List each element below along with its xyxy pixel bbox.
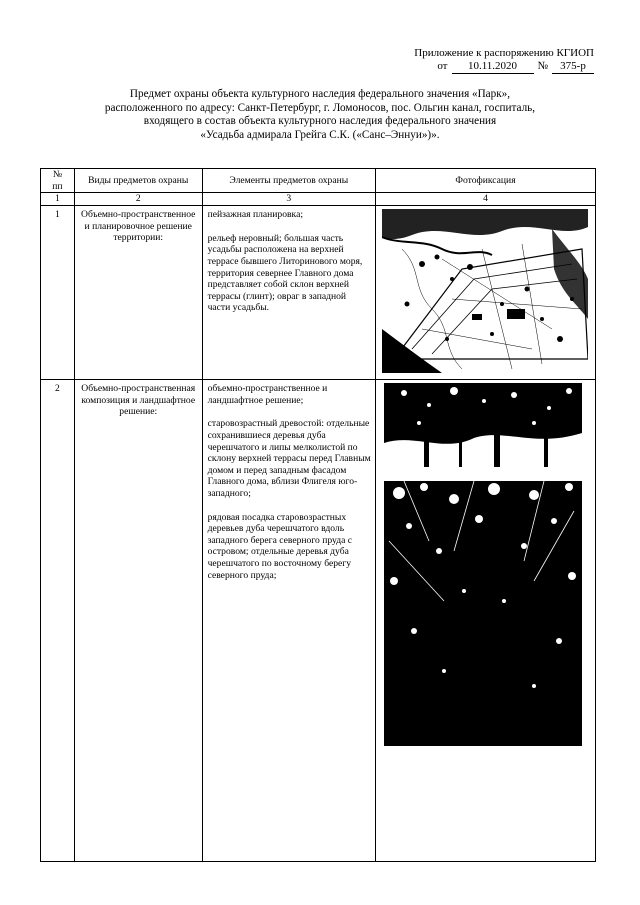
row-elements [202, 206, 375, 380]
title-line-2: расположенного по адресу: Санкт-Петербург, г. Ломоносов, пос. Ольгин канал, госпиталь, [104, 101, 536, 114]
forest-photo-1-image [384, 383, 582, 467]
forest-photo-2-image [384, 481, 582, 746]
from-label: от [437, 60, 448, 72]
row-photos [376, 380, 596, 862]
header-kind: Виды предметов охраны [74, 169, 202, 193]
column-number: 4 [376, 193, 596, 206]
header-num-line1: № [52, 169, 62, 180]
element-item: старовозрастный древостой: отдельные сохранившиеся деревья дуба черешчатого и липы мелколистой по склону верхней террасы перед Главным домом и перед западным фасадом Главного дома, вблизи Флигеля юго-западного; [207, 418, 371, 499]
row-kind: Объемно-пространственная композиция и ландшафтное решение: [74, 380, 202, 862]
appendix-label: Приложение к распоряжению КГИОП [414, 47, 594, 59]
element-item: рельеф неровный; большая часть усадьбы расположена на верхней террасе бывшего Литоринового моря, территория севернее Главного дома представляет собой склон верхней террасы (глинт); овраг в западной части усадьбы. [207, 232, 363, 314]
column-number: 2 [74, 193, 202, 206]
row-kind: Объемно-пространственное и планировочное решение территории: [74, 206, 202, 380]
row-number: 2 [41, 380, 75, 862]
document-header [414, 47, 594, 74]
row-elements [202, 380, 375, 862]
column-number-row [41, 193, 596, 206]
row-photos [376, 206, 596, 380]
title-line-1: Предмет охраны объекта культурного наследия федерального значения «Парк», [129, 88, 511, 100]
element-item: объемно-пространственное и ландшафтное решение; [207, 383, 328, 406]
element-item: рядовая посадка старовозрастных деревьев дуба черешчатого вдоль западного берега северного пруда с островом; отдельные деревья дуба черешчатого по восточному берегу северного пруда; [207, 511, 353, 581]
table-row [41, 206, 596, 380]
table-row [41, 380, 596, 862]
document-title [40, 88, 600, 142]
number-label: № [537, 60, 548, 72]
element-item: пейзажная планировка; [207, 209, 303, 221]
title-line-4: «Усадьба адмирала Грейга С.К. («Санс–Эннуи»)». [200, 128, 440, 141]
column-number: 1 [41, 193, 75, 206]
date-number-line [414, 60, 594, 74]
header-elements: Элементы предметов охраны [202, 169, 375, 193]
header-num-line2: пп [52, 180, 63, 192]
row-number: 1 [41, 206, 75, 380]
header-photo: Фотофиксация [376, 169, 596, 193]
document-date: 10.11.2020 [452, 60, 534, 74]
header-num [41, 169, 75, 193]
table-header-row [41, 169, 596, 193]
site-plan-map-image [382, 209, 588, 373]
title-line-3: входящего в состав объекта культурного наследия федерального значения [143, 115, 497, 128]
document-number: 375-р [552, 60, 594, 74]
protection-subject-table [40, 168, 596, 862]
column-number: 3 [202, 193, 375, 206]
